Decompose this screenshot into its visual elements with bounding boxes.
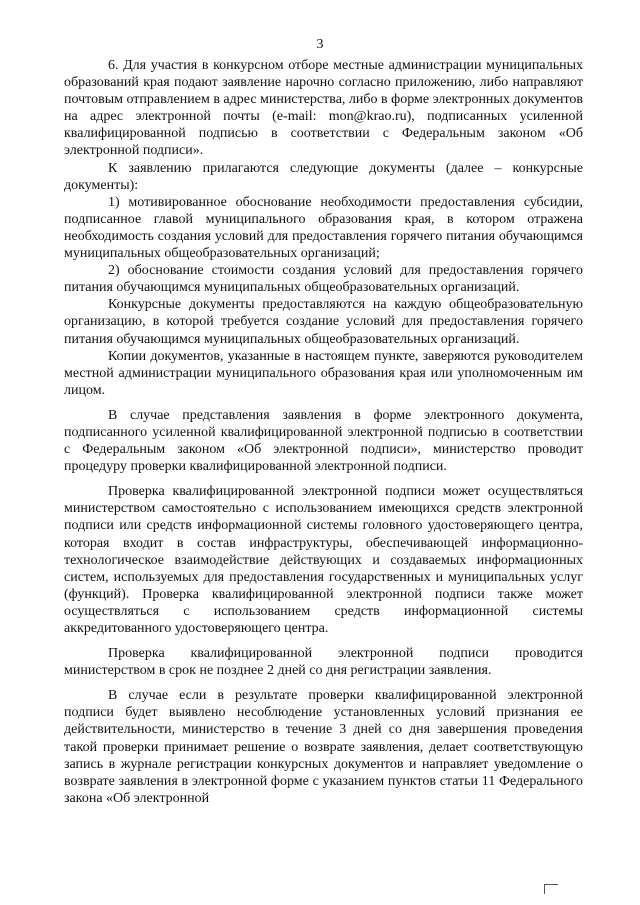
paragraph-10: В случае если в результате проверки квалифицированной электронной подписи будет выявлено несоблюдение установленных условий признания ее действительности, министерство в течение 3 дней со дня завершения проведения такой проверки принимает решение о возврате заявления, делает соответствующую запись в журнале регистрации конкурсных документов и направляет уведомление о возврате заявления в электронной форме с указанием пунктов статьи 11 Федерального закона «Об электронной: [64, 688, 583, 806]
paragraph-2: К заявлению прилагаются следующие документы (далее – конкурсные документы):: [64, 160, 583, 193]
document-body: [64, 57, 583, 807]
paragraph-9: Проверка квалифицированной электронной подписи проводится министерством в срок не позднее 2 дней со дня регистрации заявления.: [64, 646, 583, 679]
paragraph-3: 1) мотивированное обоснование необходимости предоставления субсидии, подписанное главой муниципального образования края, в котором отражена необходимость создания условий для предоставления горячего питания обучающимся муниципальных общеобразовательных организаций;: [64, 194, 583, 262]
page-number: 3: [316, 37, 324, 52]
paragraph-6: Копии документов, указанные в настоящем пункте, заверяются руководителем местной администрации муниципального образования края или уполномоченным им лицом.: [64, 348, 583, 398]
paragraph-4: 2) обоснование стоимости создания условий для предоставления горячего питания обучающимся муниципальных общеобразовательных организаций.: [64, 263, 583, 296]
paragraph-5: Конкурсные документы предоставляются на каждую общеобразовательную организацию, в которой требуется создание условий для предоставления горячего питания обучающимся муниципальных общеобразовательных организаций.: [64, 297, 583, 347]
paragraph-8: Проверка квалифицированной электронной подписи может осуществляться министерством самостоятельно с использованием имеющихся средств электронной подписи или средств информационной системы головного удостоверяющего центра, которая входит в состав инфраструктуры, обеспечивающей информационно-технологическое взаимодействие действующих и создаваемых информационных систем, используемых для предоставления государственных и муниципальных услуг (функций). Проверка квалифицированной электронной подписи также может осуществляться с использованием средств информационной системы аккредитованного удостоверяющего центра.: [64, 484, 583, 636]
paragraph-1: 6. Для участия в конкурсном отборе местные администрации муниципальных образований края подают заявление нарочно согласно приложению, либо направляют почтовым отправлением в адрес министерства, либо в форме электронных документов на адрес электронной почты (e-mail: mon@krao.ru), подписанных усиленной квалифицированной подписью в соответствии с Федеральным законом «Об электронной подписи».: [64, 58, 583, 159]
corner-mark: [544, 884, 558, 894]
paragraph-7: В случае представления заявления в форме электронного документа, подписанного усиленной квалифицированной электронной подписью в соответствии с Федеральным законом «Об электронной подписи», министерство проводит процедуру проверки квалифицированной электронной подписи.: [64, 407, 583, 475]
